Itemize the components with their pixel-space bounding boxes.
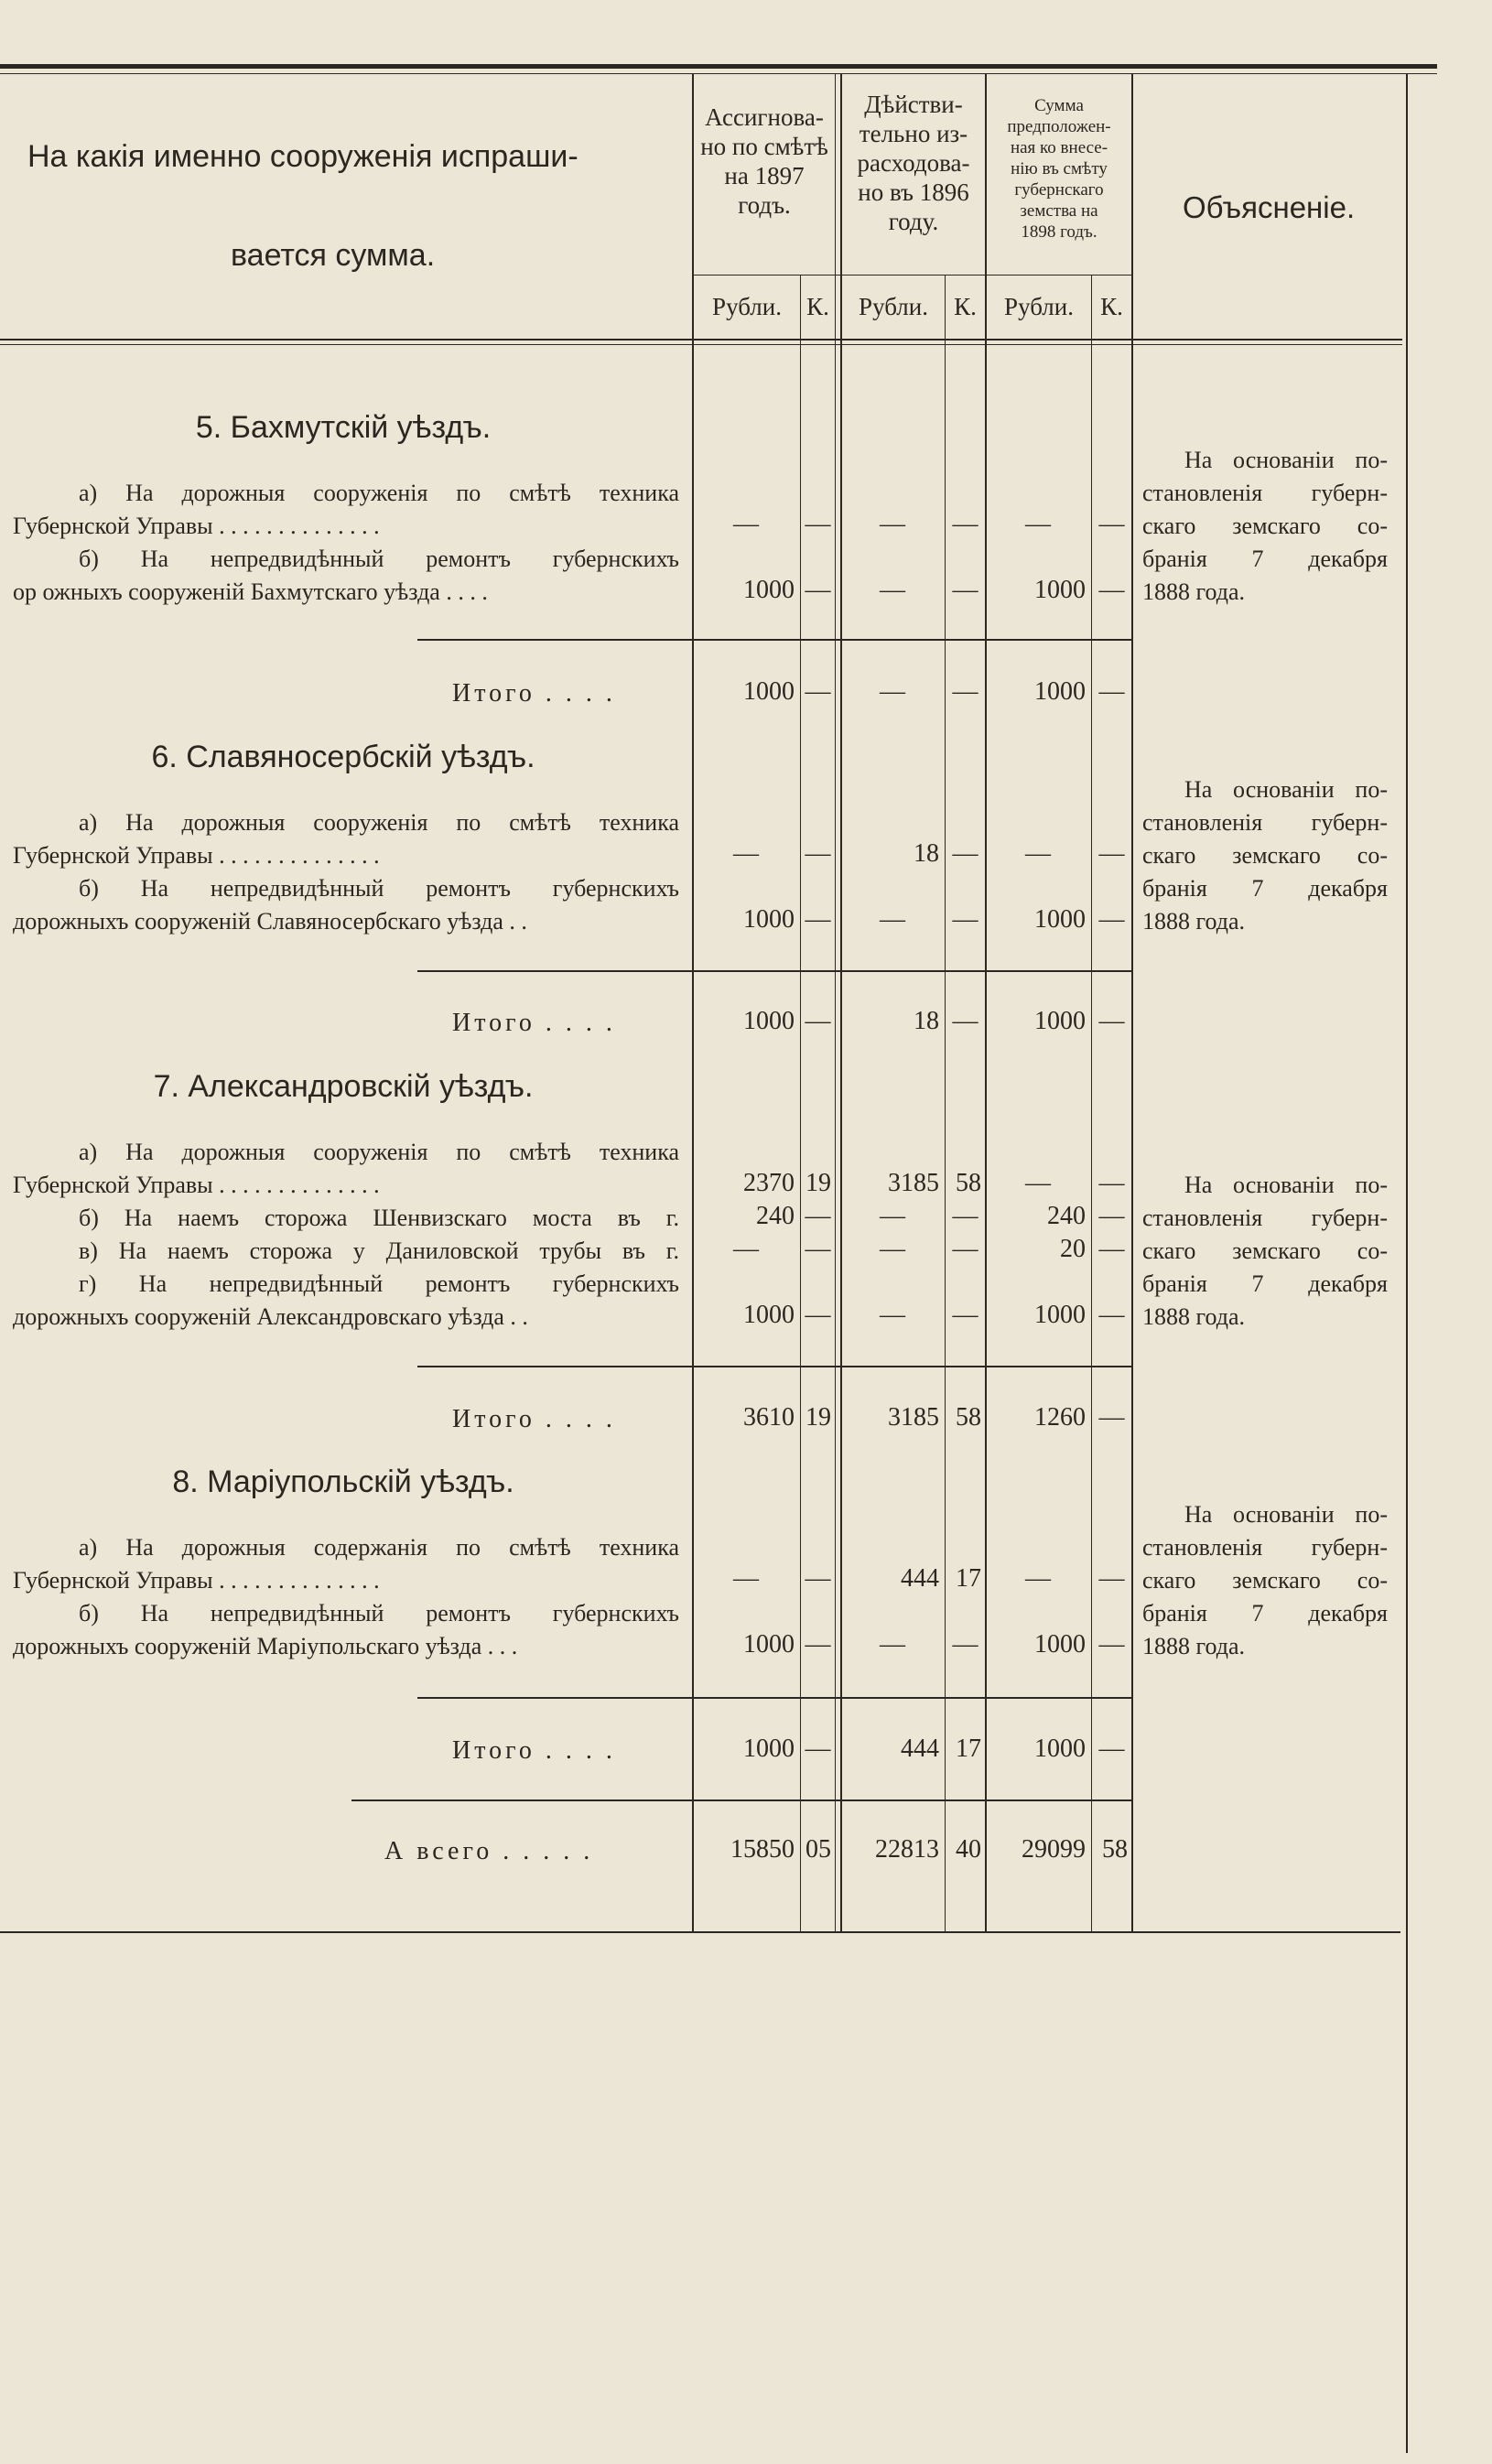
cell-assigned-kop: — <box>805 1564 831 1593</box>
cell-proposed-rub: — <box>1025 1169 1051 1197</box>
cell-proposed-rub: 1000 <box>1034 905 1086 934</box>
cell-spent-kop: — <box>952 576 978 604</box>
cell-assigned-rub: — <box>733 1235 759 1263</box>
line-item: а) На дорожныя сооруженія по смѣтѣ техника Губернской Управы . . . . . . . . . . . . . . <box>13 809 679 869</box>
explanation-note: На основаніи по- становленія губерн- скаго земскаго со- бранія 7 декабря 1888 года. <box>1142 1172 1388 1330</box>
cell-assigned-rub: — <box>733 839 759 868</box>
cell-spent-rub: — <box>880 576 905 604</box>
cell-spent-rub: — <box>880 1235 905 1263</box>
cell-spent-kop: 58 <box>956 1169 981 1197</box>
total-label: Итого . . . . <box>452 1405 616 1433</box>
line-item: в) На наемъ сторожа у Даниловской трубы въ г. <box>79 1237 679 1264</box>
section-title: 7. Александровскій уѣздъ. <box>153 1069 534 1104</box>
cell-assigned-rub: 1000 <box>743 1630 795 1659</box>
explanation-note: На основаніи по- становленія губерн- скаго земскаго со- бранія 7 декабря 1888 года. <box>1142 1501 1388 1659</box>
total-label: Итого . . . . <box>452 1009 616 1037</box>
line-item: а) На дорожныя сооруженія по смѣтѣ техника Губернской Управы . . . . . . . . . . . . . . <box>13 480 679 539</box>
cell-proposed-rub: 1000 <box>1034 1735 1086 1763</box>
cell-proposed-kop: 58 <box>1102 1835 1128 1864</box>
cell-proposed-kop: — <box>1098 905 1125 934</box>
cell-spent-rub: 3185 <box>888 1403 939 1432</box>
cell-assigned-rub: — <box>733 510 759 538</box>
cell-assigned-rub: 1000 <box>743 905 795 934</box>
section-title: 5. Бахмутскій уѣздъ. <box>195 410 492 445</box>
bottom-rule <box>0 1931 1400 1933</box>
unit-kop-3: К. <box>1100 293 1123 320</box>
cell-spent-rub: 444 <box>901 1735 939 1763</box>
cell-spent-rub: — <box>880 1630 905 1659</box>
line-item: б) На непредвидѣнный ремонтъ губернскихъ дорожныхъ сооруженій Славяносербскаго уѣзда . . <box>13 875 679 935</box>
cell-spent-kop: — <box>952 1007 978 1035</box>
cell-spent-rub: — <box>880 677 905 706</box>
total-label: Итого . . . . <box>452 679 616 708</box>
cell-proposed-rub: — <box>1025 839 1051 868</box>
right-border <box>1406 73 1408 2453</box>
cell-spent-rub: 22813 <box>875 1835 939 1864</box>
line-item: б) На непредвидѣнный ремонтъ губернскихъ дорожныхъ сооруженій Маріупольскаго уѣзда . . . <box>13 1600 679 1659</box>
unit-rub-2: Рубли. <box>859 293 928 320</box>
cell-proposed-kop: — <box>1098 1735 1125 1763</box>
cell-assigned-kop: — <box>805 677 831 706</box>
cell-assigned-kop: — <box>805 1202 831 1230</box>
cell-proposed-kop: — <box>1098 576 1125 604</box>
unit-kop-1: К. <box>806 293 829 320</box>
header-description-line-2: вается сумма. <box>231 238 436 273</box>
header-explanation: Объясненіе. <box>1183 190 1356 224</box>
cell-assigned-kop: — <box>805 905 831 934</box>
line-item: а) На дорожныя содержанія по смѣтѣ техника Губернской Управы . . . . . . . . . . . . . . <box>13 1534 679 1594</box>
cell-proposed-rub: 29099 <box>1022 1835 1086 1864</box>
cell-spent-kop: — <box>952 1202 978 1230</box>
cell-proposed-kop: — <box>1098 1235 1125 1263</box>
header-bottom-rule <box>0 339 1402 340</box>
grand-total-label: А всего . . . . . <box>384 1837 594 1865</box>
cell-spent-rub: 3185 <box>888 1169 939 1197</box>
line-item: б) На наемъ сторожа Шенвизскаго моста въ г. <box>79 1205 679 1231</box>
header-bottom-rule-2 <box>0 344 1402 345</box>
cell-proposed-kop: — <box>1098 510 1125 538</box>
cell-assigned-rub: 1000 <box>743 1007 795 1035</box>
cell-proposed-rub: 20 <box>1060 1235 1086 1263</box>
line-item: г) На непредвидѣнный ремонтъ губернскихъ дорожныхъ сооруженій Александровскаго уѣзда . . <box>13 1270 679 1330</box>
cell-assigned-rub: — <box>733 1564 759 1593</box>
cell-spent-kop: — <box>952 905 978 934</box>
cell-proposed-kop: — <box>1098 1630 1125 1659</box>
unit-kop-2: К. <box>954 293 977 320</box>
cell-proposed-rub: — <box>1025 510 1051 538</box>
cell-assigned-rub: 1000 <box>743 576 795 604</box>
cell-spent-kop: — <box>952 1301 978 1329</box>
cell-assigned-kop: 19 <box>805 1403 831 1432</box>
cell-spent-rub: 18 <box>914 839 939 868</box>
header-col-proposed: Сумма предположен- ная ко внесе- нію въ смѣту губернскаго земства на 1898 годъ. <box>1007 96 1111 242</box>
cell-assigned-rub: 15850 <box>730 1835 795 1864</box>
cell-assigned-kop: — <box>805 839 831 868</box>
cell-proposed-kop: — <box>1098 1564 1125 1593</box>
total-rule <box>417 639 1131 641</box>
top-rule-thin <box>0 73 1437 74</box>
cell-assigned-kop: — <box>805 576 831 604</box>
cell-assigned-kop: 05 <box>805 1835 831 1864</box>
cell-spent-kop: — <box>952 677 978 706</box>
cell-assigned-kop: 19 <box>805 1169 831 1197</box>
cell-spent-rub: — <box>880 1202 905 1230</box>
cell-proposed-kop: — <box>1098 1403 1125 1432</box>
section-title: 6. Славяносербскій уѣздъ. <box>151 740 535 774</box>
cell-spent-kop: — <box>952 839 978 868</box>
cell-assigned-kop: — <box>805 1235 831 1263</box>
unit-rub-1: Рубли. <box>712 293 782 320</box>
total-rule <box>417 970 1131 972</box>
cell-spent-kop: — <box>952 1630 978 1659</box>
cell-spent-rub: — <box>880 1301 905 1329</box>
cell-proposed-rub: 1000 <box>1034 677 1086 706</box>
cell-spent-kop: 58 <box>956 1403 981 1432</box>
cell-proposed-rub: 240 <box>1047 1202 1086 1230</box>
line-item: а) На дорожныя сооруженія по смѣтѣ техника Губернской Управы . . . . . . . . . . . . . . <box>13 1139 679 1198</box>
explanation-note: На основаніи по- становленія губерн- скаго земскаго со- бранія 7 декабря 1888 года. <box>1142 447 1388 605</box>
cell-assigned-rub: 1000 <box>743 677 795 706</box>
cell-spent-kop: 17 <box>956 1735 981 1763</box>
top-rule <box>0 64 1437 69</box>
explanation-note: На основаніи по- становленія губерн- скаго земскаго со- бранія 7 декабря 1888 года. <box>1142 776 1388 935</box>
cell-proposed-rub: 1000 <box>1034 1301 1086 1329</box>
cell-assigned-rub: 2370 <box>743 1169 795 1197</box>
cell-spent-rub: — <box>880 905 905 934</box>
cell-assigned-rub: 3610 <box>743 1403 795 1432</box>
cell-proposed-kop: — <box>1098 1301 1125 1329</box>
header-description-line-1: На какія именно сооруженія испраши- <box>27 139 578 174</box>
col-divider-4 <box>1131 73 1133 1933</box>
total-rule <box>417 1697 1131 1699</box>
cell-spent-kop: 40 <box>956 1835 981 1864</box>
col-divider-2a <box>835 73 836 1933</box>
cell-proposed-kop: — <box>1098 1169 1125 1197</box>
cell-spent-rub: 18 <box>914 1007 939 1035</box>
cell-assigned-kop: — <box>805 510 831 538</box>
header-col-assigned: Ассигнова- но по смѣтѣ на 1897 годъ. <box>700 103 828 219</box>
cell-proposed-rub: 1260 <box>1034 1403 1086 1432</box>
line-item: б) На непредвидѣнный ремонтъ губернскихъ ор ожныхъ сооруженій Бахмутскаго уѣзда . . . . <box>13 546 679 605</box>
total-label: Итого . . . . <box>452 1736 616 1765</box>
cell-spent-kop: — <box>952 1235 978 1263</box>
cell-assigned-rub: 1000 <box>743 1735 795 1763</box>
unit-rub-3: Рубли. <box>1004 293 1074 320</box>
units-rule <box>692 275 1131 276</box>
cell-proposed-kop: — <box>1098 1007 1125 1035</box>
cell-assigned-kop: — <box>805 1301 831 1329</box>
cell-spent-kop: 17 <box>956 1564 981 1593</box>
cell-assigned-rub: 240 <box>756 1202 795 1230</box>
cell-proposed-kop: — <box>1098 839 1125 868</box>
cell-proposed-kop: — <box>1098 1202 1125 1230</box>
cell-assigned-kop: — <box>805 1735 831 1763</box>
total-rule <box>417 1366 1131 1367</box>
cell-assigned-kop: — <box>805 1007 831 1035</box>
cell-proposed-rub: 1000 <box>1034 576 1086 604</box>
cell-proposed-rub: 1000 <box>1034 1630 1086 1659</box>
cell-assigned-kop: — <box>805 1630 831 1659</box>
cell-spent-rub: — <box>880 510 905 538</box>
grand-total-rule <box>351 1799 1131 1801</box>
header-col-spent: Дѣйстви- тельно из- расходова- но въ 1896 году. <box>857 91 970 235</box>
cell-assigned-rub: 1000 <box>743 1301 795 1329</box>
cell-proposed-rub: 1000 <box>1034 1007 1086 1035</box>
cell-spent-rub: 444 <box>901 1564 939 1593</box>
cell-proposed-kop: — <box>1098 677 1125 706</box>
cell-spent-kop: — <box>952 510 978 538</box>
cell-proposed-rub: — <box>1025 1564 1051 1593</box>
section-title: 8. Маріупольскій уѣздъ. <box>172 1464 514 1499</box>
